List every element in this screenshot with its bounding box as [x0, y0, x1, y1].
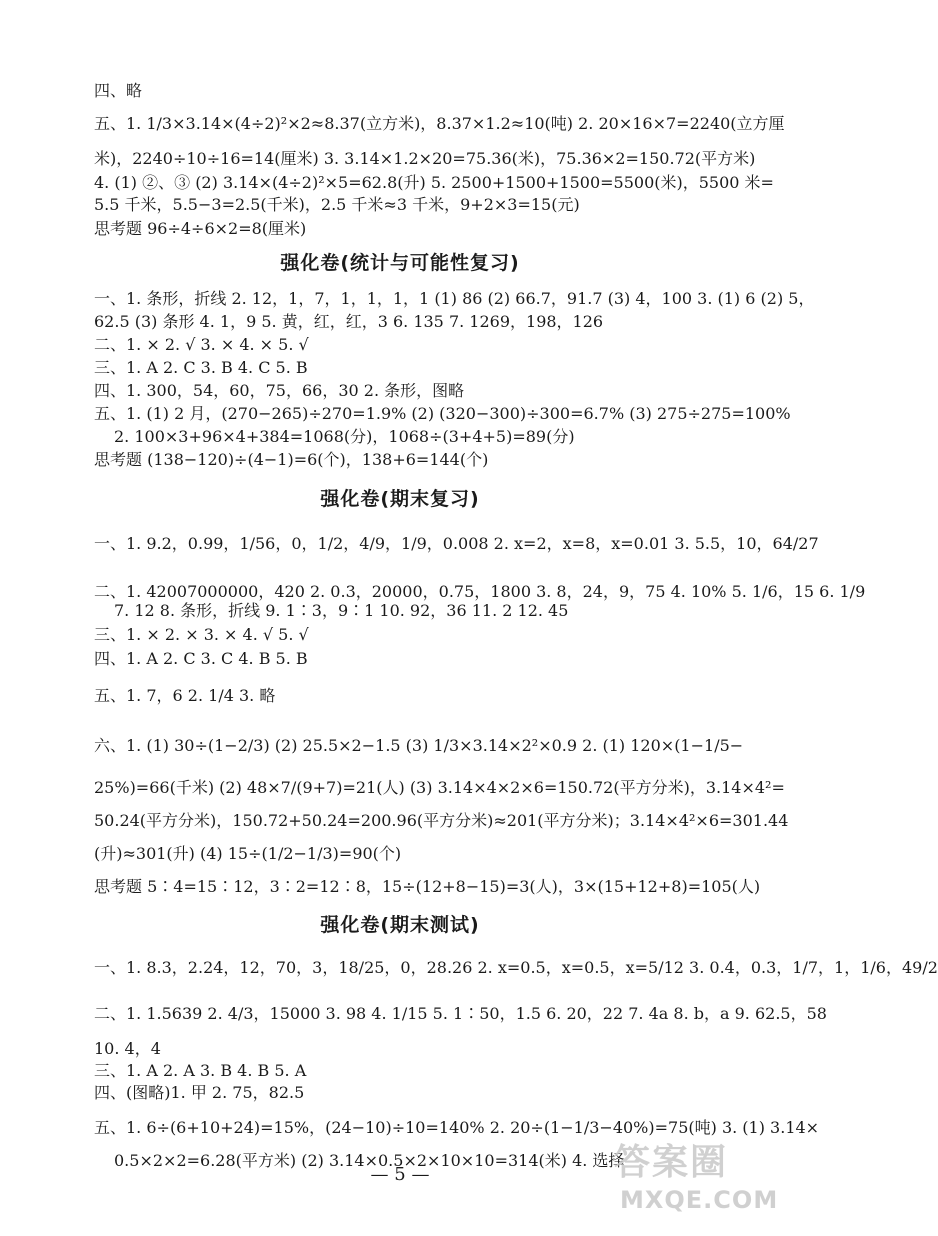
page-number: — 5 — — [370, 1164, 430, 1185]
text-line: 三、1. A 2. C 3. B 4. C 5. B — [94, 358, 308, 377]
text-line: 思考题 96÷4÷6×2=8(厘米) — [94, 219, 307, 238]
text-line: 一、1. 9.2，0.99，1/56，0，1/2，4/9，1/9，0.008 2. x=2，x=8，x=0.01 3. 5.5，10，64/27 — [94, 534, 819, 553]
text-line: 4. (1) ②、③ (2) 3.14×(4÷2)²×5=62.8(升) 5. 2500+1500+1500=5500(米)，5500 米= — [94, 173, 774, 192]
watermark-url: MXQE.COM — [620, 1186, 779, 1214]
text-line: (升)≈301(升) (4) 15÷(1/2−1/3)=90(个) — [94, 844, 402, 863]
text-line: 三、1. A 2. A 3. B 4. B 5. A — [94, 1061, 307, 1080]
text-line: 5.5 千米，5.5−3=2.5(千米)，2.5 千米≈3 千米，9+2×3=15(元) — [94, 195, 580, 214]
text-line: 一、1. 8.3，2.24，12，70，3，18/25，0，28.26 2. x=0.5，x=0.5，x=5/12 3. 0.4，0.3，1/7，1，1/6，49/2 — [94, 958, 938, 977]
watermark-logo — [614, 1128, 794, 1228]
text-line: 10. 4，4 — [94, 1039, 161, 1058]
text-line: 三、1. × 2. × 3. × 4. √ 5. √ — [94, 625, 309, 644]
text-line: 四、略 — [94, 81, 143, 100]
text-line: 五、1. 6÷(6+10+24)=15%，(24−10)÷10=140% 2. 20÷(1−1/3−40%)=75(吨) 3. (1) 3.14× — [94, 1118, 820, 1137]
text-line: 7. 12 8. 条形，折线 9. 1∶3，9∶1 10. 92，36 11. 2 12. 45 — [114, 601, 569, 620]
text-line: 四、1. A 2. C 3. C 4. B 5. B — [94, 649, 308, 668]
text-line: 思考题 5∶4=15∶12，3∶2=12∶8，15÷(12+8−15)=3(人)，3×(15+12+8)=105(人) — [94, 877, 761, 896]
section-title: 强化卷(期末复习) — [320, 488, 480, 510]
text-line: 62.5 (3) 条形 4. 1，9 5. 黄，红，红，3 6. 135 7. 1269，198，126 — [94, 312, 604, 331]
text-line: 米)，2240÷10÷16=14(厘米) 3. 3.14×1.2×20=75.36(米)，75.36×2=150.72(平方米) — [94, 149, 756, 168]
text-line: 二、1. 42007000000，420 2. 0.3，20000，0.75，1800 3. 8，24，9，75 4. 10% 5. 1/6，15 6. 1/9 — [94, 582, 866, 601]
text-line: 0.5×2×2=6.28(平方米) (2) 3.14×0.5×2×10×10=314(米) 4. 选择 — [114, 1151, 625, 1170]
text-line: 四、(图略)1. 甲 2. 75，82.5 — [94, 1083, 305, 1102]
text-line: 一、1. 条形，折线 2. 12，1，7，1，1，1，1 (1) 86 (2) 66.7，91.7 (3) 4，100 3. (1) 6 (2) 5， — [94, 289, 815, 308]
text-line: 50.24(平方分米)，150.72+50.24=200.96(平方分米)≈201(平方分米)；3.14×4²×6=301.44 — [94, 811, 789, 830]
text-line: 二、1. × 2. √ 3. × 4. × 5. √ — [94, 335, 309, 354]
text-line: 五、1. 1/3×3.14×(4÷2)²×2≈8.37(立方米)，8.37×1.2≈10(吨) 2. 20×16×7=2240(立方厘 — [94, 114, 785, 133]
text-line: 六、1. (1) 30÷(1−2/3) (2) 25.5×2−1.5 (3) 1/3×3.14×2²×0.9 2. (1) 120×(1−1/5− — [94, 736, 744, 755]
text-line: 五、1. (1) 2 月，(270−265)÷270=1.9% (2) (320−300)÷300=6.7% (3) 275÷275=100% — [94, 404, 791, 423]
section-title: 强化卷(统计与可能性复习) — [280, 252, 520, 274]
text-line: 二、1. 1.5639 2. 4/3，15000 3. 98 4. 1/15 5. 1∶50，1.5 6. 20，22 7. 4a 8. b，a 9. 62.5，58 — [94, 1004, 827, 1023]
text-line: 四、1. 300，54，60，75，66，30 2. 条形，图略 — [94, 381, 465, 400]
text-line: 五、1. 7，6 2. 1/4 3. 略 — [94, 686, 276, 705]
text-line: 思考题 (138−120)÷(4−1)=6(个)，138+6=144(个) — [94, 450, 489, 469]
text-line: 2. 100×3+96×4+384=1068(分)，1068÷(3+4+5)=89(分) — [114, 427, 575, 446]
section-title: 强化卷(期末测试) — [320, 914, 480, 936]
text-line: 25%)=66(千米) (2) 48×7/(9+7)=21(人) (3) 3.14×4×2×6=150.72(平方分米)，3.14×4²= — [94, 778, 785, 797]
watermark-text: 答案圈 — [614, 1142, 729, 1183]
